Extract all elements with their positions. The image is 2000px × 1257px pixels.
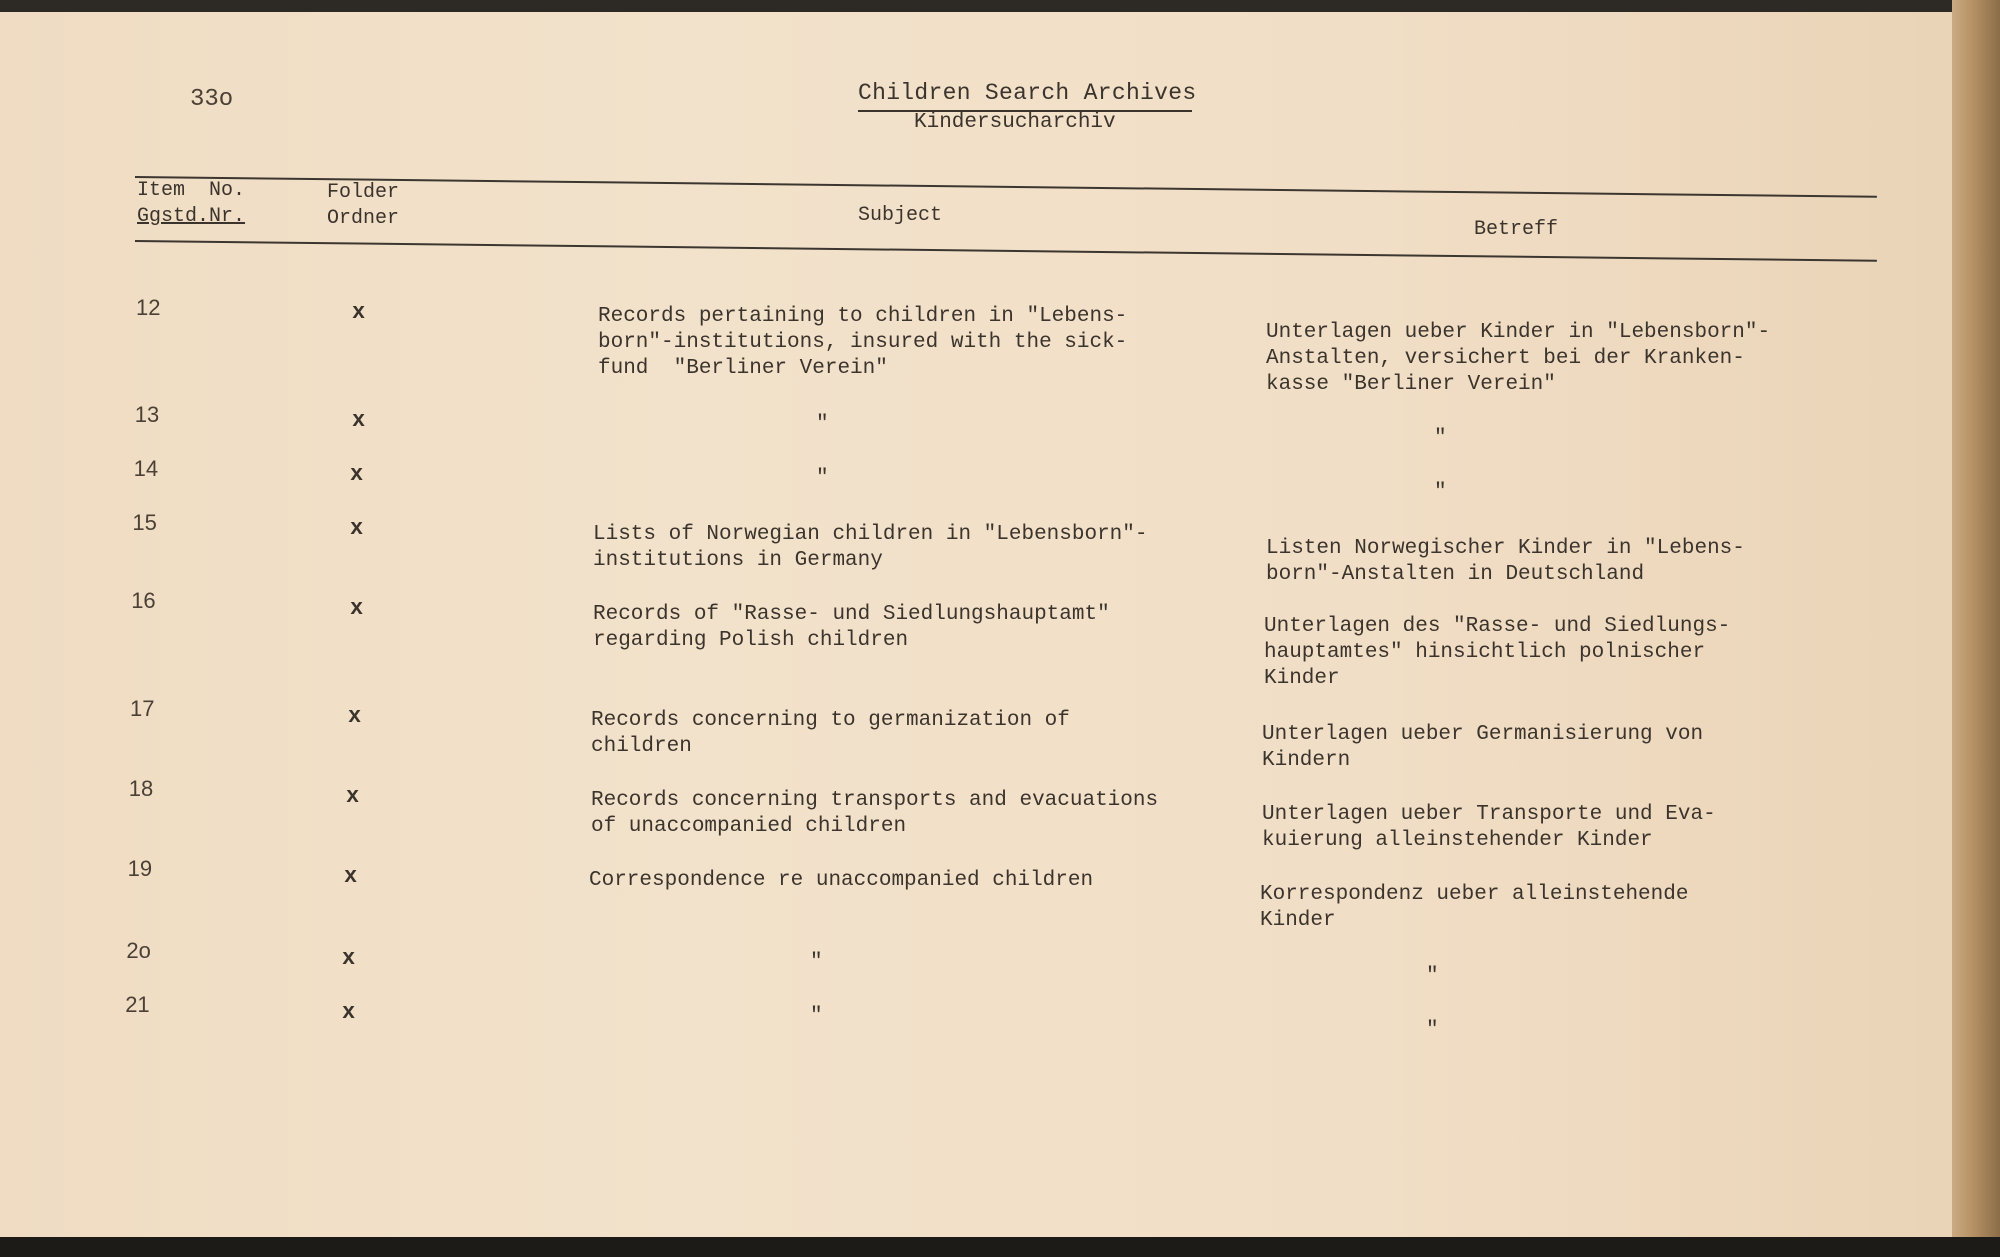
item-header-en: Item No. (137, 179, 246, 202)
subject-text: Records concerning to germanization of children (591, 709, 1070, 758)
folder-mark: x (342, 1000, 356, 1025)
subject-text: Records pertaining to children in "Lebens- born"-institutions, insured with the sick- fund "Berliner Verein" (598, 305, 1128, 380)
betreff-text: " (1426, 965, 1439, 988)
betreff-text: Korrespondenz ueber alleinstehende Kinder (1260, 883, 1689, 932)
betreff-text: " (1434, 481, 1447, 504)
header-bottom-rule (135, 240, 1877, 262)
betreff-text: " (1434, 427, 1447, 450)
item-number: 19 (127, 856, 153, 881)
document-title: Children Search Archives (858, 80, 1197, 106)
column-header-folder (327, 180, 399, 232)
folder-mark: x (346, 784, 360, 809)
binding-edge (1952, 0, 2000, 1257)
item-number: 15 (132, 510, 157, 535)
folder-mark: x (352, 408, 366, 433)
scan-top-border (0, 0, 2000, 12)
betreff-text: Unterlagen ueber Kinder in "Lebensborn"- Anstalten, versichert bei der Kranken- kasse "Berliner Verein" (1266, 321, 1771, 396)
folder-mark: x (350, 516, 364, 541)
betreff-text: Unterlagen ueber Transporte und Eva- kuierung alleinstehender Kinder (1262, 803, 1716, 852)
betreff-text: Listen Norwegischer Kinder in "Lebens- born"-Anstalten in Deutschland (1266, 537, 1745, 586)
item-number: 12 (136, 295, 161, 320)
subject-text: " (816, 467, 829, 490)
betreff-text: Unterlagen ueber Germanisierung von Kindern (1262, 723, 1704, 772)
subject-text: Records of "Rasse- und Siedlungshauptamt" regarding Polish children (593, 603, 1110, 652)
column-header-item (137, 178, 245, 230)
subject-text: Correspondence re unaccompanied children (589, 869, 1094, 892)
item-number: 13 (134, 402, 160, 427)
item-number: 16 (131, 588, 156, 613)
folder-mark: x (342, 946, 356, 971)
column-header-subject: Subject (858, 204, 943, 227)
subject-text: " (816, 413, 829, 436)
betreff-text: " (1426, 1019, 1439, 1042)
folder-mark: x (352, 300, 366, 325)
subject-text: Records concerning transports and evacuations of unaccompanied children (591, 789, 1159, 838)
item-number: 18 (128, 776, 154, 801)
page-number: 33o (190, 86, 234, 113)
document-subtitle: Kindersucharchiv (914, 111, 1116, 134)
folder-mark: x (344, 864, 358, 889)
folder-mark: x (348, 704, 362, 729)
item-number: 21 (125, 992, 150, 1017)
subject-text: " (810, 1005, 823, 1028)
item-number: 14 (133, 456, 159, 481)
folder-header-de: Ordner (327, 207, 400, 230)
scan-bottom-border (0, 1237, 2000, 1257)
folder-mark: x (350, 596, 364, 621)
document-page (0, 12, 1952, 1237)
folder-header-en: Folder (327, 181, 400, 204)
subject-text: " (810, 951, 823, 974)
betreff-text: Unterlagen des "Rasse- und Siedlungs- hauptamtes" hinsichtlich polnischer Kinder (1264, 615, 1731, 690)
item-number: 2o (126, 938, 151, 963)
column-header-betreff: Betreff (1474, 218, 1559, 241)
subject-text: Lists of Norwegian children in "Lebensborn"- institutions in Germany (593, 523, 1148, 572)
folder-mark: x (350, 462, 364, 487)
item-number: 17 (130, 696, 155, 721)
item-header-de: Ggstd.Nr. (137, 205, 246, 228)
